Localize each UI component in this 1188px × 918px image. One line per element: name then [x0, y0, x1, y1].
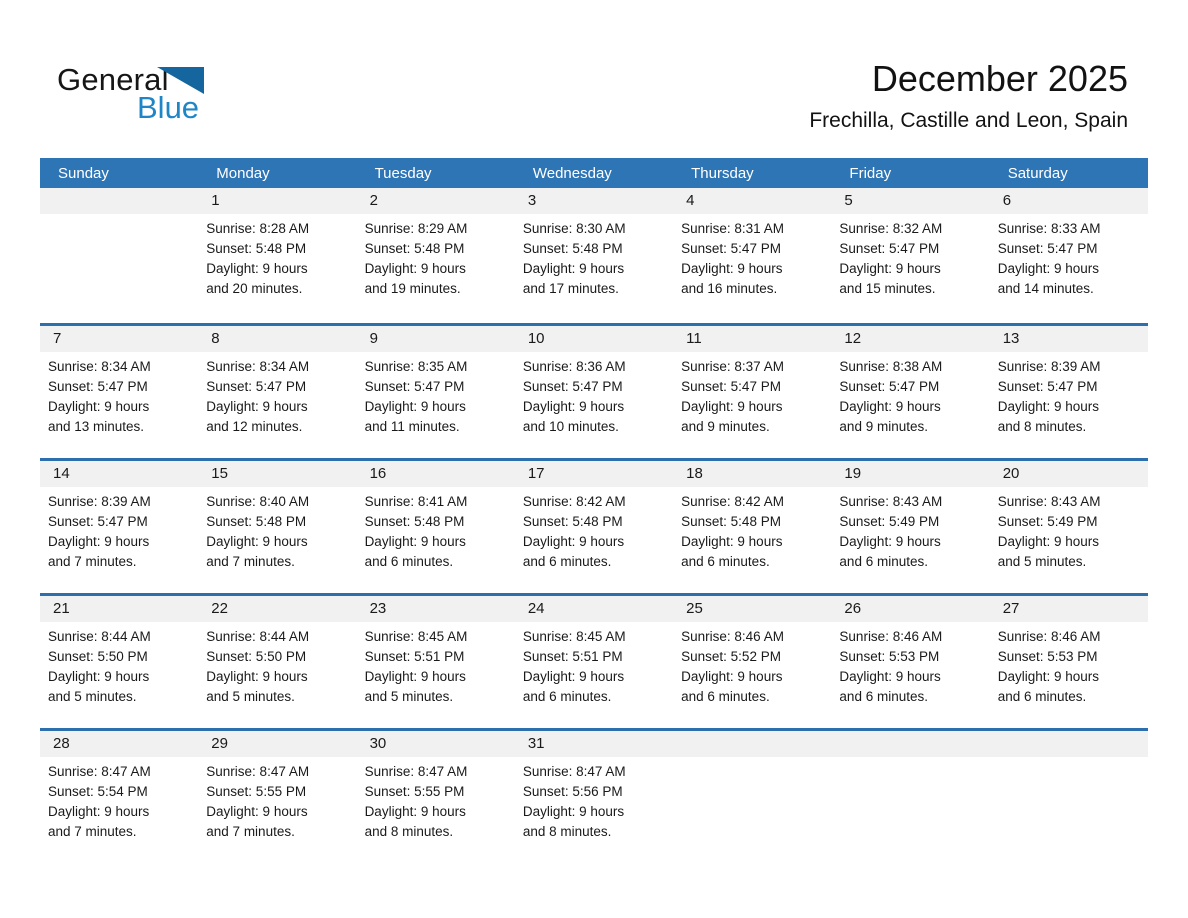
day-cell — [357, 622, 515, 707]
day-sunrise: Sunrise: 8:46 AM — [681, 629, 784, 644]
day-cell — [198, 622, 356, 707]
day-cell — [673, 757, 831, 842]
day-number: 18 — [686, 465, 703, 482]
week-row — [40, 728, 1148, 863]
weekday-header-saturday: Saturday — [1007, 164, 1068, 182]
day-number: 21 — [53, 600, 70, 617]
calendar-table — [40, 158, 1148, 863]
day-sunset: Sunset: 5:51 PM — [364, 649, 465, 664]
day-number: 11 — [686, 330, 702, 347]
day-daylight-line1: Daylight: 9 hours — [681, 669, 783, 684]
day-daylight-line1: Daylight: 9 hours — [997, 399, 1100, 414]
day-sunrise: Sunrise: 8:46 AM — [839, 629, 943, 644]
day-daylight-line2: and 5 minutes. — [206, 689, 295, 704]
day-number: 30 — [369, 735, 387, 752]
day-daylight-line2: and 5 minutes. — [48, 689, 137, 704]
day-sunrise: Sunrise: 8:47 AM — [206, 764, 310, 779]
day-number: 27 — [1002, 600, 1020, 617]
day-cell — [831, 622, 989, 707]
day-sunrise: Sunrise: 8:45 AM — [522, 629, 626, 644]
day-sunrise: Sunrise: 8:47 AM — [364, 764, 468, 779]
day-daylight-line2: and 15 minutes. — [839, 281, 936, 296]
day-sunrise: Sunrise: 8:35 AM — [364, 359, 468, 374]
day-sunset: Sunset: 5:52 PM — [681, 649, 781, 664]
day-daylight-line2: and 13 minutes. — [48, 419, 145, 434]
day-daylight-line2: and 20 minutes. — [206, 281, 303, 296]
day-cell — [673, 352, 831, 437]
day-number: 24 — [527, 600, 545, 617]
day-daylight-line2: and 7 minutes. — [206, 554, 295, 569]
day-cell — [40, 757, 198, 842]
day-number: 6 — [1002, 192, 1012, 209]
day-cell — [673, 487, 831, 572]
day-number: 1 — [211, 192, 220, 209]
day-sunset: Sunset: 5:48 PM — [522, 241, 623, 256]
day-daylight-line1: Daylight: 9 hours — [681, 534, 783, 549]
day-sunrise: Sunrise: 8:32 AM — [839, 221, 943, 236]
day-daylight-line1: Daylight: 9 hours — [997, 261, 1100, 276]
day-daylight-line1: Daylight: 9 hours — [522, 399, 625, 414]
day-daylight-line2: and 6 minutes. — [681, 554, 770, 569]
day-cell — [357, 352, 515, 437]
day-sunrise: Sunrise: 8:40 AM — [206, 494, 310, 509]
day-daylight-line2: and 6 minutes. — [522, 689, 612, 704]
day-sunset: Sunset: 5:50 PM — [206, 649, 307, 664]
title-block — [809, 58, 1128, 133]
day-cell — [831, 214, 989, 299]
day-number: 28 — [53, 735, 70, 752]
general-blue-logo — [57, 62, 217, 124]
day-sunset: Sunset: 5:48 PM — [522, 514, 623, 529]
day-number: 17 — [527, 465, 545, 482]
day-daylight-line1: Daylight: 9 hours — [206, 804, 308, 819]
day-sunrise: Sunrise: 8:28 AM — [206, 221, 310, 236]
day-daylight-line2: and 12 minutes. — [206, 419, 303, 434]
day-sunset: Sunset: 5:53 PM — [997, 649, 1098, 664]
day-daylight-line1: Daylight: 9 hours — [839, 261, 941, 276]
page-subtitle: Frechilla, Castille and Leon, Spain — [809, 109, 1128, 133]
day-sunset: Sunset: 5:49 PM — [997, 514, 1098, 529]
weekday-header-tuesday: Tuesday — [374, 164, 432, 182]
logo-text-general: General — [57, 62, 169, 97]
day-cell — [515, 214, 673, 299]
day-sunrise: Sunrise: 8:43 AM — [997, 494, 1101, 509]
week-row — [40, 323, 1148, 458]
day-sunrise: Sunrise: 8:45 AM — [364, 629, 468, 644]
day-sunset: Sunset: 5:48 PM — [364, 241, 465, 256]
day-daylight-line2: and 14 minutes. — [997, 281, 1094, 296]
day-daylight-line1: Daylight: 9 hours — [997, 534, 1100, 549]
day-daylight-line1: Daylight: 9 hours — [364, 261, 466, 276]
day-sunset: Sunset: 5:51 PM — [522, 649, 623, 664]
day-number: 19 — [844, 465, 862, 482]
day-number: 25 — [686, 600, 703, 617]
week-details-row — [40, 622, 1148, 707]
day-number-band — [40, 326, 1148, 352]
day-number: 5 — [844, 192, 853, 209]
day-cell — [673, 622, 831, 707]
day-number: 3 — [527, 192, 537, 209]
day-cell — [357, 214, 515, 299]
logo-text-blue: Blue — [137, 90, 200, 125]
day-cell — [198, 487, 356, 572]
day-daylight-line2: and 5 minutes. — [364, 689, 454, 704]
day-number: 4 — [686, 192, 695, 209]
day-number — [40, 188, 198, 214]
day-daylight-line1: Daylight: 9 hours — [522, 669, 625, 684]
day-daylight-line2: and 11 minutes. — [364, 419, 460, 434]
day-cell — [40, 487, 198, 572]
day-sunrise: Sunrise: 8:37 AM — [681, 359, 784, 374]
day-sunset: Sunset: 5:50 PM — [48, 649, 148, 664]
day-number: 10 — [527, 330, 545, 347]
day-sunset: Sunset: 5:47 PM — [364, 379, 465, 394]
week-row — [40, 188, 1148, 323]
day-sunset: Sunset: 5:48 PM — [364, 514, 465, 529]
day-daylight-line1: Daylight: 9 hours — [48, 804, 150, 819]
day-cell — [198, 352, 356, 437]
day-cell — [990, 214, 1148, 299]
day-sunset: Sunset: 5:48 PM — [206, 514, 307, 529]
week-details-row — [40, 352, 1148, 437]
day-number: 15 — [211, 465, 228, 482]
day-daylight-line2: and 7 minutes. — [206, 824, 295, 839]
day-cell — [515, 622, 673, 707]
weekday-header-row — [40, 158, 1148, 188]
day-sunset: Sunset: 5:47 PM — [839, 241, 940, 256]
day-daylight-line1: Daylight: 9 hours — [48, 534, 150, 549]
day-sunset: Sunset: 5:48 PM — [206, 241, 307, 256]
day-sunset: Sunset: 5:48 PM — [681, 514, 781, 529]
day-daylight-line2: and 16 minutes. — [681, 281, 778, 296]
day-cell — [990, 757, 1148, 842]
day-sunrise: Sunrise: 8:39 AM — [997, 359, 1101, 374]
calendar-weeks — [40, 188, 1148, 863]
day-sunset: Sunset: 5:55 PM — [364, 784, 465, 799]
day-sunrise: Sunrise: 8:46 AM — [997, 629, 1101, 644]
day-sunrise: Sunrise: 8:44 AM — [48, 629, 151, 644]
day-number: 9 — [369, 330, 378, 347]
day-sunrise: Sunrise: 8:36 AM — [522, 359, 626, 374]
day-daylight-line1: Daylight: 9 hours — [206, 399, 308, 414]
day-daylight-line1: Daylight: 9 hours — [364, 669, 466, 684]
day-daylight-line2: and 6 minutes. — [522, 554, 612, 569]
day-number: 26 — [844, 600, 862, 617]
day-cell — [515, 757, 673, 842]
weekday-header-monday: Monday — [216, 164, 270, 182]
day-cell — [198, 214, 356, 299]
day-cell — [40, 352, 198, 437]
day-sunrise: Sunrise: 8:34 AM — [206, 359, 310, 374]
day-sunrise: Sunrise: 8:31 AM — [681, 221, 784, 236]
day-sunset: Sunset: 5:47 PM — [48, 379, 148, 394]
day-daylight-line1: Daylight: 9 hours — [681, 399, 783, 414]
day-number — [831, 731, 989, 757]
day-sunset: Sunset: 5:47 PM — [839, 379, 940, 394]
day-number: 14 — [53, 465, 70, 482]
day-number: 29 — [211, 735, 228, 752]
day-sunset: Sunset: 5:53 PM — [839, 649, 940, 664]
day-daylight-line2: and 6 minutes. — [997, 689, 1087, 704]
day-cell — [990, 352, 1148, 437]
day-daylight-line1: Daylight: 9 hours — [206, 534, 308, 549]
day-number-band — [40, 188, 1148, 214]
day-sunrise: Sunrise: 8:47 AM — [48, 764, 151, 779]
day-sunrise: Sunrise: 8:38 AM — [839, 359, 943, 374]
day-cell — [990, 622, 1148, 707]
day-daylight-line1: Daylight: 9 hours — [48, 669, 150, 684]
week-row — [40, 593, 1148, 728]
day-number: 13 — [1002, 330, 1020, 347]
day-cell — [357, 757, 515, 842]
week-details-row — [40, 487, 1148, 572]
day-number: 2 — [369, 192, 378, 209]
day-sunrise: Sunrise: 8:42 AM — [522, 494, 626, 509]
day-daylight-line1: Daylight: 9 hours — [48, 399, 150, 414]
day-sunrise: Sunrise: 8:30 AM — [522, 221, 626, 236]
day-number: 7 — [53, 330, 62, 347]
day-sunrise: Sunrise: 8:47 AM — [522, 764, 626, 779]
day-daylight-line2: and 6 minutes. — [839, 689, 928, 704]
weekday-header-friday: Friday — [849, 164, 892, 182]
day-daylight-line2: and 8 minutes. — [364, 824, 454, 839]
day-daylight-line1: Daylight: 9 hours — [364, 534, 466, 549]
day-daylight-line2: and 9 minutes. — [681, 419, 770, 434]
day-daylight-line2: and 6 minutes. — [681, 689, 770, 704]
day-sunset: Sunset: 5:55 PM — [206, 784, 307, 799]
week-details-row — [40, 757, 1148, 842]
day-daylight-line1: Daylight: 9 hours — [997, 669, 1100, 684]
day-cell — [673, 214, 831, 299]
day-cell — [198, 757, 356, 842]
day-number: 31 — [527, 735, 545, 752]
day-daylight-line1: Daylight: 9 hours — [681, 261, 783, 276]
day-number: 23 — [369, 600, 387, 617]
day-daylight-line1: Daylight: 9 hours — [522, 534, 625, 549]
weekday-header-sunday: Sunday — [58, 164, 109, 182]
day-daylight-line2: and 6 minutes. — [839, 554, 928, 569]
day-cell — [40, 622, 198, 707]
page-title: December 2025 — [871, 58, 1128, 99]
day-cell — [40, 214, 198, 299]
day-cell — [831, 487, 989, 572]
day-number-band — [40, 461, 1148, 487]
day-number: 16 — [369, 465, 387, 482]
day-sunrise: Sunrise: 8:33 AM — [997, 221, 1101, 236]
day-daylight-line1: Daylight: 9 hours — [206, 669, 308, 684]
day-daylight-line2: and 10 minutes. — [522, 419, 619, 434]
day-cell — [831, 757, 989, 842]
day-daylight-line1: Daylight: 9 hours — [364, 399, 466, 414]
day-number: 8 — [211, 330, 220, 347]
day-sunset: Sunset: 5:47 PM — [522, 379, 623, 394]
weekday-header-thursday: Thursday — [691, 164, 754, 182]
week-details-row — [40, 214, 1148, 299]
day-daylight-line1: Daylight: 9 hours — [522, 261, 625, 276]
day-cell — [515, 487, 673, 572]
day-cell — [357, 487, 515, 572]
day-sunset: Sunset: 5:47 PM — [48, 514, 148, 529]
day-number — [990, 731, 1148, 757]
day-sunset: Sunset: 5:47 PM — [206, 379, 307, 394]
day-sunrise: Sunrise: 8:44 AM — [206, 629, 310, 644]
day-number — [673, 731, 831, 757]
week-row — [40, 458, 1148, 593]
day-daylight-line2: and 19 minutes. — [364, 281, 461, 296]
day-daylight-line2: and 8 minutes. — [522, 824, 612, 839]
day-daylight-line1: Daylight: 9 hours — [364, 804, 466, 819]
day-sunset: Sunset: 5:47 PM — [681, 241, 781, 256]
day-number: 12 — [844, 330, 862, 347]
day-sunset: Sunset: 5:49 PM — [839, 514, 940, 529]
day-cell — [990, 487, 1148, 572]
day-daylight-line2: and 9 minutes. — [839, 419, 928, 434]
day-daylight-line2: and 17 minutes. — [522, 281, 619, 296]
day-number-band — [40, 596, 1148, 622]
day-daylight-line2: and 8 minutes. — [997, 419, 1087, 434]
day-sunset: Sunset: 5:47 PM — [681, 379, 781, 394]
day-cell — [831, 352, 989, 437]
day-daylight-line2: and 6 minutes. — [364, 554, 454, 569]
day-number: 22 — [211, 600, 228, 617]
day-sunrise: Sunrise: 8:42 AM — [681, 494, 784, 509]
day-daylight-line1: Daylight: 9 hours — [522, 804, 625, 819]
day-daylight-line1: Daylight: 9 hours — [839, 399, 941, 414]
day-sunrise: Sunrise: 8:34 AM — [48, 359, 151, 374]
day-number: 20 — [1002, 465, 1020, 482]
day-daylight-line2: and 7 minutes. — [48, 554, 137, 569]
day-daylight-line1: Daylight: 9 hours — [206, 261, 308, 276]
day-sunset: Sunset: 5:47 PM — [997, 241, 1098, 256]
day-sunrise: Sunrise: 8:43 AM — [839, 494, 943, 509]
day-cell — [515, 352, 673, 437]
day-number-band — [40, 731, 1148, 757]
day-sunset: Sunset: 5:47 PM — [997, 379, 1098, 394]
day-daylight-line1: Daylight: 9 hours — [839, 534, 941, 549]
day-sunset: Sunset: 5:54 PM — [48, 784, 148, 799]
day-daylight-line2: and 7 minutes. — [48, 824, 137, 839]
day-sunset: Sunset: 5:56 PM — [522, 784, 623, 799]
weekday-header-wednesday: Wednesday — [532, 164, 612, 182]
day-sunrise: Sunrise: 8:39 AM — [48, 494, 151, 509]
day-sunrise: Sunrise: 8:41 AM — [364, 494, 468, 509]
day-daylight-line2: and 5 minutes. — [997, 554, 1087, 569]
day-sunrise: Sunrise: 8:29 AM — [364, 221, 468, 236]
day-daylight-line1: Daylight: 9 hours — [839, 669, 941, 684]
